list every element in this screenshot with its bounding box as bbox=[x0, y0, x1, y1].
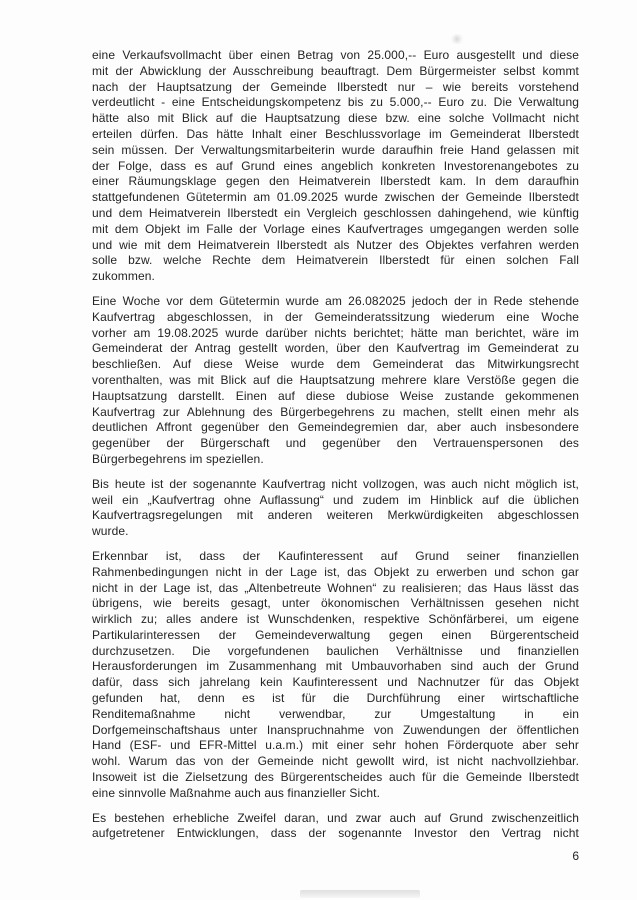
text-line: deutlichen Affront gegenüber den Gemeindegremien dar, aber auch insbesondere bbox=[92, 420, 579, 435]
text-line: zukommen. bbox=[92, 269, 155, 284]
text-line: dafür, dass sich jahrelang kein Kaufinteressent und Nachnutzer für das Objekt bbox=[92, 675, 579, 690]
paragraph-2 bbox=[92, 294, 579, 468]
paragraph-5 bbox=[92, 811, 579, 843]
text-line: Herausforderungen im Zusammenhang mit Umbauvorhaben sind auch der Grund bbox=[92, 659, 579, 674]
text-line: wurde. bbox=[92, 524, 129, 539]
text-line: Hand (ESF- und EFR-Mittel u.a.m.) mit einer sehr hohen Förderquote aber sehr bbox=[92, 738, 579, 753]
document-body bbox=[92, 48, 579, 851]
text-line: Partikularinteressen der Gemeindeverwaltung gegen einen Bürgerentscheid bbox=[92, 627, 579, 642]
text-line: Insoweit ist die Zielsetzung des Bürgerentscheides auch für die Gemeinde Ilberstedt bbox=[92, 770, 579, 785]
text-line: verdeutlicht - eine Entscheidungskompetenz bis zu 5.000,-- Euro zu. Die Verwaltung bbox=[92, 95, 579, 110]
text-line: Dorfgemeinschaftshaus unter Inanspruchnahme von Zuwendungen der öffentlichen bbox=[92, 722, 579, 737]
paragraph-1 bbox=[92, 48, 579, 285]
text-line: aufgetretener Entwicklungen, dass der sogenannte Investor den Vertrag nicht bbox=[92, 826, 579, 841]
text-line: Kaufvertragsregelungen mit anderen weiteren Merkwürdigkeiten abgeschlossen bbox=[92, 508, 579, 523]
text-line: hätte also mit Blick auf die Hauptsatzung diese bzw. eine solche Vollmacht nicht bbox=[92, 111, 579, 126]
text-line: sein müssen. Der Verwaltungsmitarbeiterin wurde daraufhin freie Hand gelassen mit bbox=[92, 142, 579, 157]
text-line: beschließen. Auf diese Weise wurde dem Gemeinderat das Mitwirkungsrecht bbox=[92, 357, 579, 372]
scan-artifact bbox=[300, 890, 420, 898]
text-line: wirklich zu; alles andere ist Wunschdenken, respektive Schönfärberei, um eigene bbox=[92, 612, 579, 627]
text-line: weil ein „Kaufvertrag ohne Auflassung“ und zudem im Hinblick auf die üblichen bbox=[92, 492, 579, 507]
text-line: Kaufvertrag zur Ablehnung des Bürgerbegehrens zu machen, stellt einen mehr als bbox=[92, 404, 579, 419]
text-line: Erkennbar ist, dass der Kaufinteressent auf Grund seiner finanziellen bbox=[92, 548, 579, 563]
text-line: Kaufvertrag abgeschlossen, in der Gemeinderatssitzung wiederum eine Woche bbox=[92, 309, 579, 324]
text-line: mit der Abwicklung der Ausschreibung beauftragt. Dem Bürgermeister selbst kommt bbox=[92, 63, 579, 78]
text-line: Bürgerbegehrens im speziellen. bbox=[92, 451, 264, 466]
text-line: eine sinnvolle Maßnahme auch aus finanzieller Sicht. bbox=[92, 785, 381, 800]
text-line: und wie mit dem Heimatverein Ilberstedt als Nutzer des Objektes verfahren werden bbox=[92, 237, 579, 252]
text-line: stattgefundenen Gütetermin am 01.09.2025 wurde zwischen der Gemeinde Ilberstedt bbox=[92, 190, 579, 205]
text-line: solle bzw. welche Rechte dem Heimatverein Ilberstedt für einen solchen Fall bbox=[92, 253, 579, 268]
text-line: Bis heute ist der sogenannte Kaufvertrag nicht vollzogen, was auch nicht möglich ist, bbox=[92, 476, 579, 491]
text-line: Gemeinderat der Antrag gestellt worden, über den Kaufvertrag im Gemeinderat zu bbox=[92, 341, 579, 356]
text-line: erteilen dürfen. Das hätte Inhalt einer Beschlussvorlage im Gemeinderat Ilberstedt bbox=[92, 126, 579, 141]
text-line: mit dem Objekt im Falle der Vorlage eines Kaufvertrages umgegangen werden solle bbox=[92, 221, 579, 236]
text-line: Eine Woche vor dem Gütetermin wurde am 26.082025 jedoch der in Rede stehende bbox=[92, 293, 579, 308]
text-line: der Folge, dass es auf Grund eines angeblich konkreten Investorenangebotes zu bbox=[92, 158, 579, 173]
page-number: 6 bbox=[572, 849, 579, 863]
text-line: wohl. Warum das von der Gemeinde nicht gewollt wird, ist nicht nachvollziehbar. bbox=[92, 754, 579, 769]
text-line: eine Verkaufsvollmacht über einen Betrag von 25.000,-- Euro ausgestellt und diese bbox=[92, 48, 579, 62]
text-line: gefunden hat, denn es ist für die Durchführung einer wirtschaftliche bbox=[92, 691, 579, 706]
text-line: gegenüber der Bürgerschaft und gegenüber den Vertrauenspersonen des bbox=[92, 436, 579, 451]
text-line: durchzusetzen. Die vorgefundenen baulichen Verhältnisse und finanziellen bbox=[92, 643, 579, 658]
text-line: Renditemaßnahme nicht verwendbar, zur Umgestaltung in ein bbox=[92, 706, 579, 721]
text-line: nach der Hauptsatzung der Gemeinde Ilberstedt nur – wie bereits vorstehend bbox=[92, 79, 579, 94]
text-line: und dem Heimatverein Ilberstedt ein Vergleich geschlossen dahingehend, wie künftig bbox=[92, 205, 579, 220]
text-line: Hauptsatzung darstellt. Einen auf diese dubiose Weise zustande gekommenen bbox=[92, 388, 579, 403]
text-line: Es bestehen erhebliche Zweifel daran, und zwar auch auf Grund zwischenzeitlich bbox=[92, 810, 579, 825]
text-line: Rahmenbedingungen nicht in der Lage ist, das Objekt zu erwerben und schon gar bbox=[92, 564, 579, 579]
text-line: einer Räumungsklage gegen den Heimatverein Ilberstedt kam. In dem daraufhin bbox=[92, 174, 579, 189]
paragraph-4 bbox=[92, 549, 579, 802]
text-line: übrigens, wie bereits gesagt, unter ökonomischen Verhältnissen gesehen nicht bbox=[92, 596, 579, 611]
scan-artifact bbox=[450, 34, 464, 44]
paragraph-3 bbox=[92, 477, 579, 540]
text-line: nicht in der Lage ist, das „Altenbetreute Wohnen“ zu realisieren; das Haus lässt das bbox=[92, 580, 579, 595]
text-line: vorher am 19.08.2025 wurde darüber nichts berichtet; hätte man berichtet, wäre im bbox=[92, 325, 579, 340]
text-line: vorenthalten, was mit Blick auf die Hauptsatzung mehrere klare Verstöße gegen die bbox=[92, 372, 579, 387]
